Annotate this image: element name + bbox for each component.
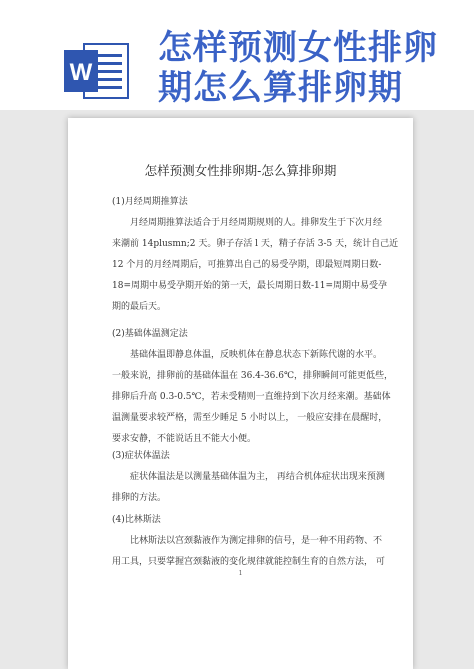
- section-1: [112, 192, 399, 318]
- body-line: 基础体温即静息体温，反映机体在静息状态下新陈代谢的水平。: [130, 350, 383, 360]
- section-heading: (3)症状体温法: [112, 451, 170, 461]
- body-line: 12 个月的月经周期后，可推算出自己的易受孕期，即最短周期日数-: [112, 260, 382, 270]
- document-page: [68, 118, 413, 669]
- section-heading: (1)月经周期推算法: [112, 197, 188, 207]
- word-document-icon: [62, 40, 132, 102]
- body-line: 用工具，只要掌握宫颈黏液的变化规律就能控制生育的自然方法， 可: [112, 557, 385, 567]
- svg-text:W: W: [69, 59, 93, 86]
- body-line: 排卵的方法。: [112, 493, 167, 503]
- body-line: 比林斯法以宫颈黏液作为测定排卵的信号，是一种不用药物、不: [130, 536, 383, 546]
- body-line: 一般来说，排卵前的基础体温在 36.4-36.6℃，排卵瞬间可能更低些，: [112, 371, 394, 381]
- body-line: 月经周期推算法适合于月经周期规则的人。排卵发生于下次月经: [130, 218, 383, 228]
- page-number: 1: [238, 570, 243, 577]
- body-line: 要求安静，不能说话且不能大小便。: [112, 434, 257, 444]
- body-line: 排卵后升高 0.3-0.5℃，若未受精则一直维持到下次月经来潮。基础体: [112, 392, 391, 402]
- section-heading: (4)比林斯法: [112, 515, 161, 525]
- body-line: 来潮前 14plusmn;2 天。卵子存活 l 天，精子存活 3-5 天，统计自己近: [112, 239, 399, 249]
- banner-title-line-1: 怎样预测女性排卵: [158, 28, 438, 68]
- body-line: 18=周期中易受孕期开始的第一天，最长周期日数-11=周期中易受孕: [112, 281, 388, 291]
- section-3: [112, 446, 385, 509]
- document-title: 怎样预测女性排卵期-怎么算排卵期: [144, 163, 337, 178]
- banner-title-line-2: 期怎么算排卵期: [158, 68, 403, 108]
- body-line: 期的最后天。: [112, 302, 167, 312]
- section-heading: (2)基础体温测定法: [112, 329, 188, 339]
- body-line: 温测量要求较严格，需至少睡足 5 小时以上， 一般应安排在晨醒时，: [112, 413, 388, 423]
- banner: [0, 0, 474, 110]
- body-line: 症状体温法是以测量基础体温为主， 再结合机体症状出现来预测: [130, 472, 385, 482]
- section-2: [112, 324, 394, 450]
- banner-title: [158, 28, 468, 108]
- section-4: [112, 510, 385, 573]
